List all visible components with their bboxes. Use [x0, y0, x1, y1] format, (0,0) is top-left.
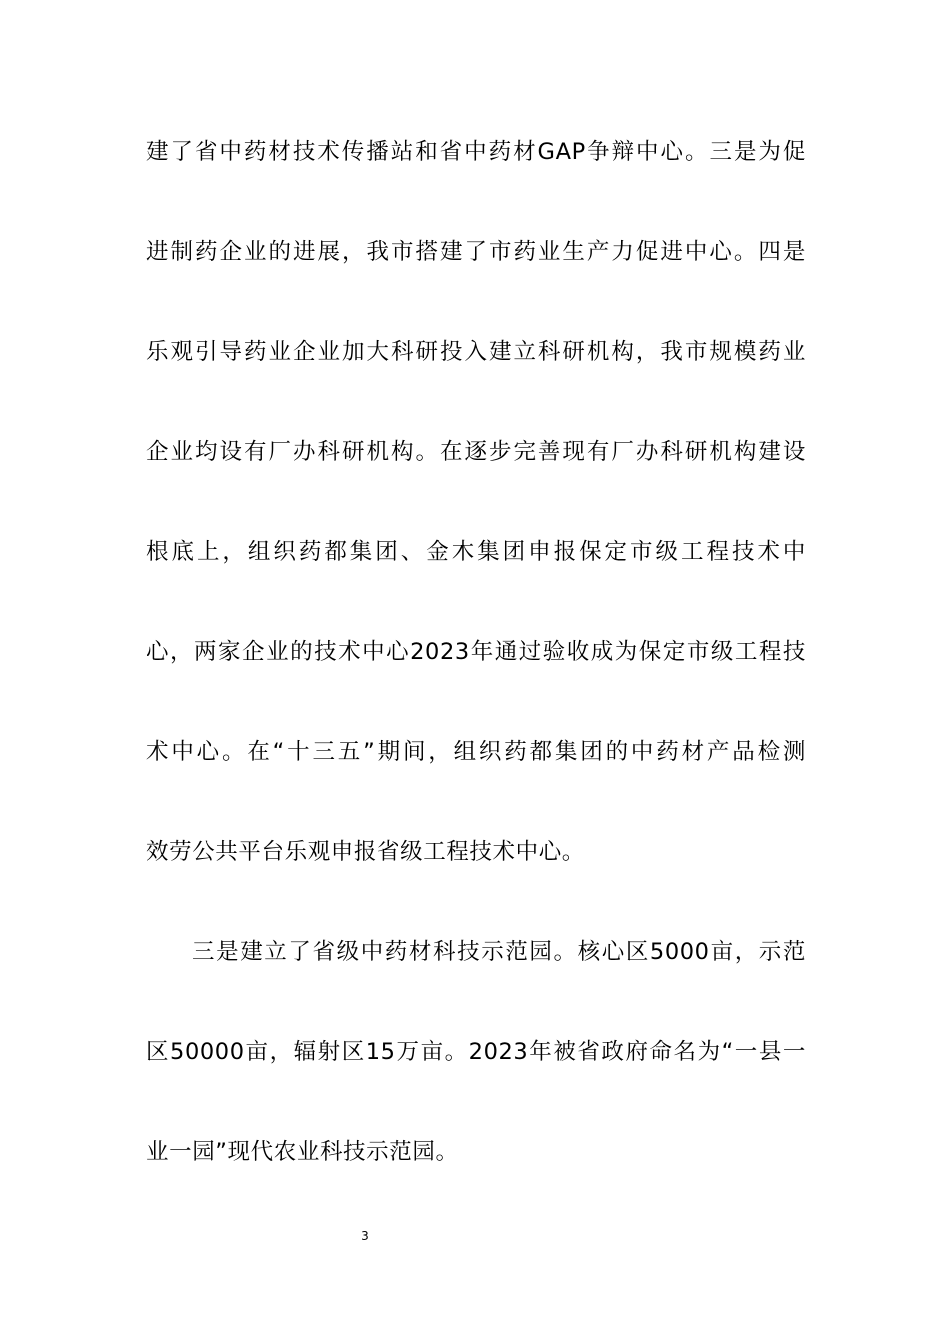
text-line-10: 区50000亩，辐射区15万亩。2023年被省政府命名为“一县一	[146, 1039, 806, 1065]
text-line-8: 效劳公共平台乐观申报省级工程技术中心。	[146, 839, 585, 865]
text-line-11: 业一园”现代农业科技示范园。	[146, 1139, 459, 1165]
text-line-9: 三是建立了省级中药材科技示范园。核心区5000亩，示范	[192, 939, 806, 965]
text-line-6: 心，两家企业的技术中心2023年通过验收成为保定市级工程技	[146, 639, 806, 665]
text-line-4: 企业均设有厂办科研机构。在逐步完善现有厂办科研机构建设	[146, 439, 806, 465]
text-line-7: 术中心。在“十三五”期间，组织药都集团的中药材产品检测	[146, 739, 806, 765]
text-line-1: 建了省中药材技术传播站和省中药材GAP争辩中心。三是为促	[146, 139, 806, 165]
page-number: 3	[361, 1229, 369, 1243]
text-line-2: 进制药企业的进展，我市搭建了市药业生产力促进中心。四是	[146, 239, 806, 265]
text-line-3: 乐观引导药业企业加大科研投入建立科研机构，我市规模药业	[146, 339, 806, 365]
text-line-5: 根底上，组织药都集团、金木集团申报保定市级工程技术中	[146, 539, 806, 565]
